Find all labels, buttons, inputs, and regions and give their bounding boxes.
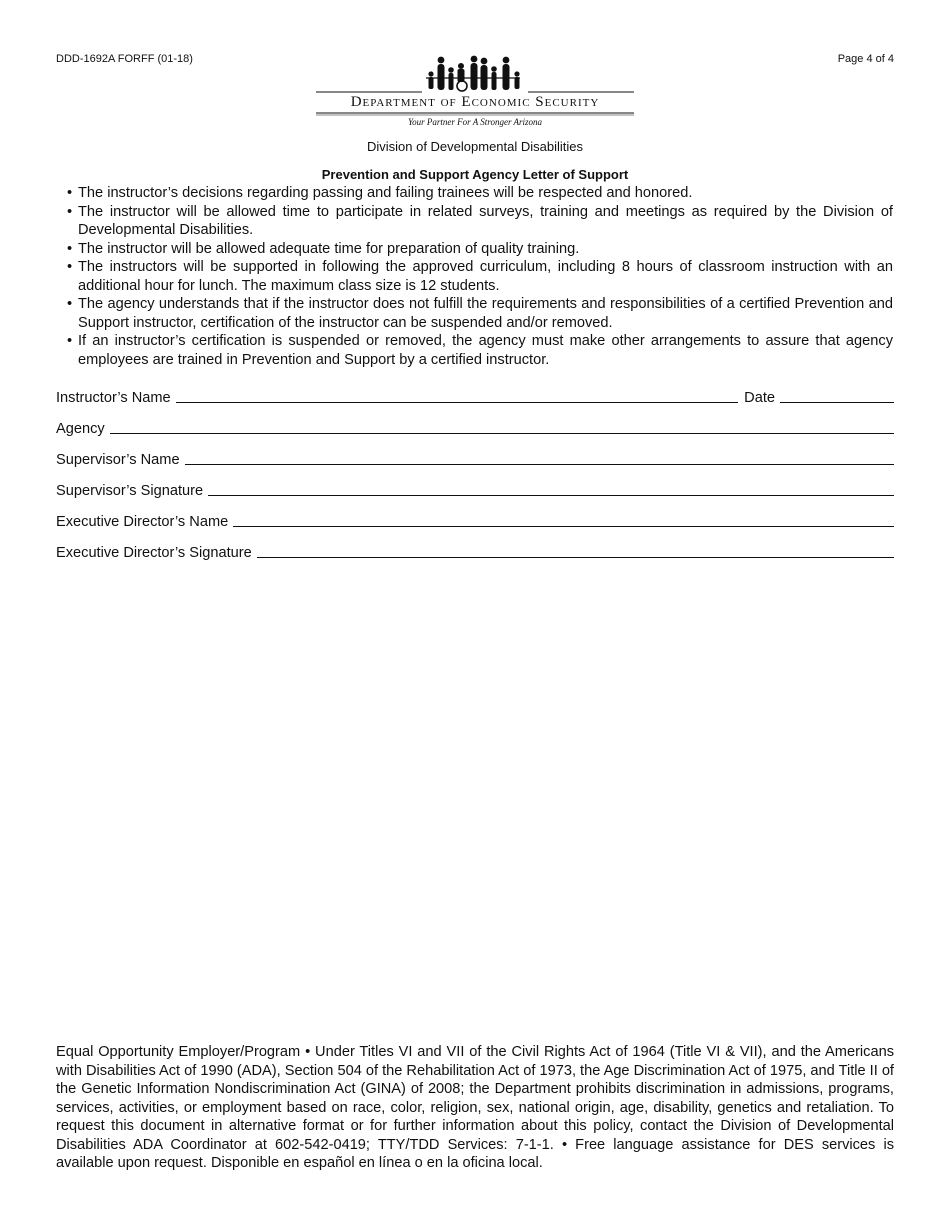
des-logo: [314, 54, 636, 132]
supervisor-name-row: [56, 449, 894, 469]
list-item: • The instructor will be allowed time to participate in related surveys, training and meetings as required by the Division of Developmental Disabilities.: [67, 203, 893, 240]
executive-director-signature-label: Executive Director’s Signature: [56, 545, 252, 561]
supervisor-name-field[interactable]: [185, 464, 894, 465]
instructor-name-label: Instructor’s Name: [56, 390, 171, 406]
page-number: Page 4 of 4: [837, 53, 894, 65]
division-name: Division of Developmental Disabilities: [366, 139, 584, 154]
agency-label: Agency: [56, 421, 105, 437]
list-item: • The instructor will be allowed adequate time for preparation of quality training.: [67, 240, 893, 259]
executive-director-name-row: [56, 511, 894, 531]
agency-field[interactable]: [110, 433, 894, 434]
requirements-list: [67, 184, 893, 369]
list-item: • If an instructor’s certification is suspended or removed, the agency must make other arrangements to assure that agency employees are trained in Prevention and Support by a certified instructor.: [67, 332, 893, 369]
executive-director-name-field[interactable]: [233, 526, 894, 527]
executive-director-signature-row: [56, 542, 894, 562]
supervisor-signature-field[interactable]: [208, 495, 894, 496]
supervisor-signature-label: Supervisor’s Signature: [56, 483, 204, 499]
executive-director-name-label: Executive Director’s Name: [56, 514, 229, 530]
date-field[interactable]: [780, 402, 894, 403]
department-name: Department of Economic Security: [350, 94, 600, 110]
family-silhouette-icon: [314, 54, 636, 94]
eeo-statement: Equal Opportunity Employer/Program • Under Titles VI and VII of the Civil Rights Act of 1964 (Title VI & VII), and the Americans with Disabilities Act of 1990 (ADA), Section 504 of the Rehabilitation Act of 1973, the Age Discrimination Act of 1975, and Title II of the Genetic Information Nondiscrimination Act (GINA) of 2008; the Department prohibits discrimination in admissions, programs, services, activities, or employment based on race, color, religion, sex, national origin, age, disability, genetics and retaliation. To request this document in alternative format or for further information about this policy, contact the Division of Developmental Disabilities ADA Coordinator at 602-542-0419; TTY/TDD Services: 7-1-1. • Free language assistance for DES services is available upon request. Disponible en español en línea o en la oficina local.: [56, 1044, 894, 1171]
instructor-name-field[interactable]: [176, 402, 739, 403]
list-item: • The instructor’s decisions regarding passing and failing trainees will be respected and honored.: [67, 184, 893, 203]
letter-title: Prevention and Support Agency Letter of Support: [321, 167, 629, 182]
agency-row: [56, 418, 894, 438]
form-id: DDD-1692A FORFF (01-18): [56, 53, 193, 65]
instructor-name-row: [56, 387, 894, 407]
supervisor-signature-row: [56, 480, 894, 500]
logo-tagline: Your Partner For A Stronger Arizona: [407, 117, 543, 127]
date-label: Date: [744, 390, 775, 406]
supervisor-name-label: Supervisor’s Name: [56, 452, 180, 468]
list-item: • The agency understands that if the instructor does not fulfill the requirements and responsibilities of a certified Prevention and Support instructor, certification of the instructor can be suspended and/or removed.: [67, 295, 893, 332]
list-item: • The instructors will be supported in following the approved curriculum, including 8 hours of classroom instruction with an additional hour for lunch. The maximum class size is 12 students.: [67, 258, 893, 295]
executive-director-signature-field[interactable]: [257, 557, 894, 558]
logo-divider: [314, 112, 636, 116]
